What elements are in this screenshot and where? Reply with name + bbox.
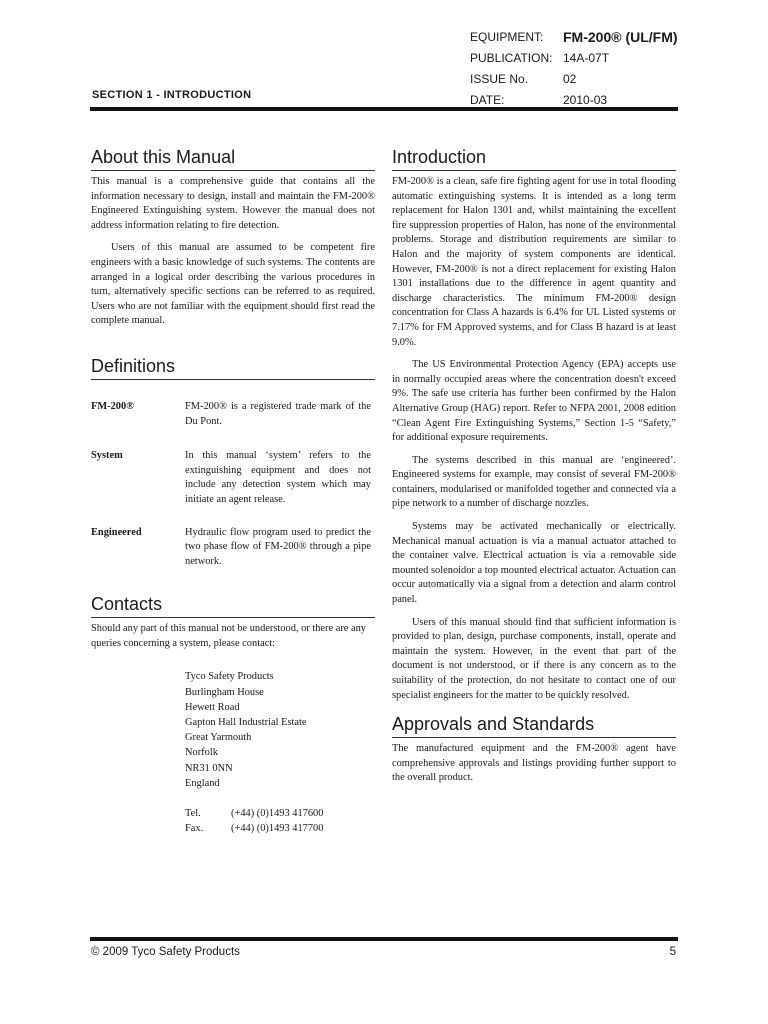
header-divider bbox=[90, 107, 678, 111]
definition-description: Hydraulic flow program used to predict the two phase flow of FM-200® through a pipe network. bbox=[185, 526, 371, 567]
meta-key: ISSUE No. bbox=[470, 71, 529, 86]
fax-label: Fax. bbox=[185, 823, 204, 835]
contacts-heading: Contacts bbox=[91, 593, 375, 618]
meta-value: FM-200® (UL/FM) bbox=[563, 28, 678, 45]
definition-term: FM-200® bbox=[91, 400, 134, 412]
contact-address bbox=[185, 669, 375, 791]
introduction-paragraph: Systems may be activated mechanically or electrically. Mechanical manual actuation is via a manual actuator attached to the container valve. Electrical actuation is via a removable side mounted solenoidor a top mounted electrical actuator. Actuation can occur automatically via a signal from a detection and alarm control panel. bbox=[392, 521, 676, 606]
definition-row bbox=[91, 449, 375, 507]
footer-divider bbox=[90, 937, 678, 941]
address-line: Gapton Hall Industrial Estate bbox=[185, 717, 307, 729]
meta-value: 2010-03 bbox=[563, 92, 608, 107]
definition-description: FM-200® is a registered trade mark of the Du Pont. bbox=[185, 400, 371, 427]
telephone-label: Tel. bbox=[185, 808, 201, 820]
meta-row-issue bbox=[470, 68, 678, 89]
definition-term: Engineered bbox=[91, 526, 142, 538]
telephone-row bbox=[185, 806, 375, 821]
meta-key: PUBLICATION: bbox=[470, 50, 553, 65]
document-metadata bbox=[470, 26, 678, 110]
address-line: Tyco Safety Products bbox=[185, 671, 274, 683]
definition-description: In this manual ‘system’ refers to the extinguishing equipment and does not include any detection system which may initiate an agent release. bbox=[185, 450, 371, 505]
introduction-paragraph: Users of this manual should find that sufficient information is provided to plan, design, purchase components, install, operate and maintain the system. However, in the event that part of the document is not understood, or if there is any concern as to the suitability of the protection, do not hesitate to contact one of our specialist engineers for the matter to be quickly resolved. bbox=[392, 616, 676, 701]
right-column bbox=[392, 146, 676, 786]
address-line: Hewett Road bbox=[185, 701, 240, 713]
approvals-heading: Approvals and Standards bbox=[392, 713, 676, 738]
introduction-paragraph: The US Environmental Protection Agency (EPA) accepts use in normally occupied areas where the concentration doesn't exceed 9%. The safe use criteria has further been confirmed by the Halon Alternative Group (HAG) report. Refer to NFPA 2001, 2008 edition “Clean Agent Fire Extinguishing Systems,” Section 1-5 “Safety,” for additional exposure requirements. bbox=[392, 359, 676, 444]
about-paragraph: This manual is a comprehensive guide that contains all the information necessary to design, install and maintain the FM-200® Engineered Extinguishing system. However the manual does not address information relating to fire detection. bbox=[91, 176, 375, 231]
address-line: Norfolk bbox=[185, 747, 218, 759]
about-paragraph: Users of this manual are assumed to be competent fire engineers with a basic knowledge of such systems. The contents are arranged in a logical order describing the various procedures in turn, alternatively specific sections can be referred to as required. Users who are not familiar with the equipment should first read the complete manual. bbox=[91, 242, 375, 327]
fax-number: (+44) (0)1493 417700 bbox=[231, 823, 324, 835]
definitions-heading: Definitions bbox=[91, 355, 375, 380]
address-line: Burlingham House bbox=[185, 686, 264, 698]
address-line: NR31 0NN bbox=[185, 762, 233, 774]
about-heading: About this Manual bbox=[91, 146, 375, 171]
meta-key: EQUIPMENT: bbox=[470, 29, 544, 44]
meta-key: DATE: bbox=[470, 92, 505, 107]
telephone-number: (+44) (0)1493 417600 bbox=[231, 808, 324, 820]
definition-row bbox=[91, 526, 375, 570]
section-title: SECTION 1 - INTRODUCTION bbox=[92, 89, 252, 101]
address-line: Great Yarmouth bbox=[185, 732, 252, 744]
fax-row bbox=[185, 821, 375, 836]
meta-value: 02 bbox=[563, 71, 577, 86]
introduction-paragraph: FM-200® is a clean, safe fire fighting agent for use in total flooding automatic extinguishing systems. It is intended as a long term replacement for Halon 1301 and, whilst maintaining the excellent fire suppression properties of Halon, has none of the environmental problems. Storage and distribution requirements are similar to Halon and the majority of system components are identical. However, FM-200® is not a direct replacement for existing Halon 1301 installations due to the difference in agent quantity and discharge characteristics. The minimum FM-200® design concentration for Class A hazards is 6.4% for UL Listed systems or 7.17% for FM Approved systems, and for Class B hazard is at least 9.0%. bbox=[392, 176, 676, 348]
meta-row-equipment bbox=[470, 26, 678, 47]
definition-term: System bbox=[91, 450, 123, 462]
approvals-paragraph: The manufactured equipment and the FM-200® agent have comprehensive approvals and listings providing further support to the overall product. bbox=[392, 743, 676, 784]
address-line: England bbox=[185, 777, 220, 789]
introduction-paragraph: The systems described in this manual are ‘engineered’. Engineered systems for example, may consist of several FM-200® containers, modularised or manifolded together and connected via a pipe network to a number of discharge nozzles. bbox=[392, 454, 676, 510]
page-number: 5 bbox=[669, 946, 676, 958]
left-column bbox=[91, 146, 375, 837]
introduction-heading: Introduction bbox=[392, 146, 676, 171]
meta-row-publication bbox=[470, 47, 678, 68]
contacts-intro: Should any part of this manual not be understood, or there are any queries concerning a system, please contact: bbox=[91, 623, 366, 649]
meta-value: 14A-07T bbox=[563, 50, 610, 65]
footer-copyright: © 2009 Tyco Safety Products bbox=[91, 946, 240, 958]
definition-row bbox=[91, 400, 375, 429]
